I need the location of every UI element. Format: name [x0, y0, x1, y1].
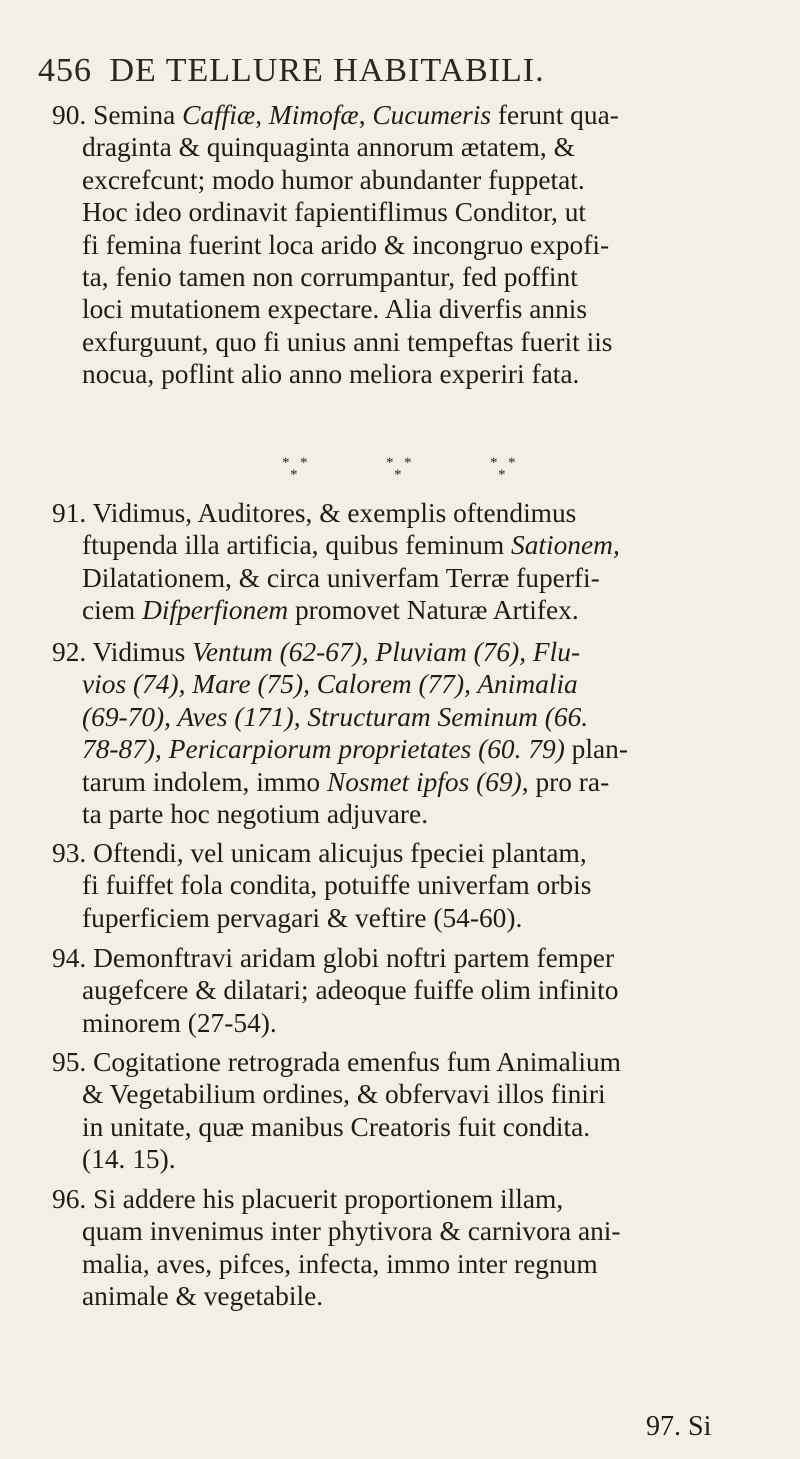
text-line: 94. Demonftravi aridam globi noftri partem femper	[52, 943, 615, 973]
text-line: ftupenda illa artificia, quibus feminum Sationem,	[82, 530, 620, 561]
text-line: quam invenimus inter phytivora & carnivora ani-	[82, 1216, 621, 1247]
text-line: augefcere & dilatari; adeoque fuiffe olim infinito	[82, 975, 619, 1006]
text-line: & Vegetabilium ordines, & obfervavi illos finiri	[82, 1079, 606, 1110]
text-line: 91. Vidimus, Auditores, & exemplis oftendimus	[52, 498, 577, 528]
italic-term: Caffiæ	[182, 100, 256, 130]
asterisk-ornament: *	[300, 455, 308, 471]
text-line: tarum indolem, immo Nosmet ipfos (69), pro ra-	[82, 766, 610, 797]
text-line: excrefcunt; modo humor abundanter fuppetat.	[82, 164, 585, 195]
paragraph-90	[52, 99, 764, 391]
italic-term: vios (74), Mare (75), Calorem (77), Animalia	[82, 669, 578, 700]
asterisk-ornament: *	[290, 467, 298, 483]
text-line: in unitate, quæ manibus Creatoris fuit condita.	[82, 1111, 591, 1142]
text-line: minorem (27-54).	[82, 1007, 277, 1038]
paragraph-number: 94.	[52, 943, 94, 973]
paragraph-number: 91.	[52, 498, 93, 528]
text-line	[52, 668, 764, 700]
paragraph-93	[52, 837, 764, 934]
paragraph-number: 93.	[52, 838, 94, 868]
italic-term: Mimofæ	[268, 100, 359, 130]
italic-term: Difperfionem	[142, 595, 289, 626]
text-line: Dilatationem, & circa univerfam Terræ fuperfi-	[82, 562, 600, 593]
italic-term: Cucumeris	[372, 100, 492, 130]
text-line: 90. Semina Caffiæ, Mimofæ, Cucumeris ferunt qua-	[52, 100, 619, 130]
paragraph-number: 90.	[52, 100, 94, 130]
asterisk-ornament: *	[282, 455, 290, 471]
asterisk-ornament: *	[404, 455, 412, 471]
text-line: (14. 15).	[82, 1144, 176, 1175]
text-line: animale & vegetabile.	[82, 1281, 324, 1312]
text-line: fuperficiem pervagari & veftire (54-60).	[82, 902, 523, 933]
text-line: malia, aves, pifces, infecta, immo inter regnum	[82, 1248, 598, 1279]
text-line: ta parte hoc negotium adjuvare.	[82, 799, 429, 830]
text-line: Hoc ideo ordinavit fapientiflimus Conditor, ut	[82, 197, 587, 228]
paragraph-number: 95.	[52, 1047, 94, 1077]
text-line: ciem Difperfionem promovet Naturæ Artifex.	[82, 595, 579, 626]
running-title: DE TELLURE HABITABILI.	[109, 52, 545, 89]
paragraph-number: 96.	[52, 1184, 94, 1214]
paragraph-94	[52, 942, 764, 1039]
text-line: 78-87), Pericarpiorum proprietates (60. 79) plan-	[82, 734, 628, 765]
asterisk-ornament: *	[490, 455, 498, 471]
paragraph-number: 92.	[52, 637, 93, 667]
paragraph-96	[52, 1183, 764, 1313]
text-line: 92. Vidimus Ventum (62-67), Pluviam (76), Flu-	[52, 637, 581, 667]
italic-term: Sationem,	[511, 530, 620, 561]
running-header	[38, 52, 758, 90]
text-line: exfurguunt, quo fi unius anni tempeftas fuerit iis	[82, 326, 613, 357]
text-line: 93. Oftendi, vel unicam alicujus fpeciei plantam,	[52, 838, 587, 868]
italic-term: Ventum (62-67), Pluviam (76), Flu-	[192, 637, 581, 667]
page-number: 456	[38, 52, 92, 89]
text-line: fi femina fuerint loca arido & incongruo expofi-	[82, 229, 610, 260]
text-line: ta, fenio tamen non corrumpantur, fed poffint	[82, 262, 578, 293]
asterisk-ornament: *	[508, 455, 516, 471]
paragraph-95	[52, 1046, 764, 1176]
italic-term: 78-87), Pericarpiorum proprietates (60. 79)	[82, 734, 565, 765]
asterisk-ornament: *	[394, 467, 402, 483]
text-line: 96. Si addere his placuerit proportionem illam,	[52, 1184, 564, 1214]
text-line	[52, 701, 764, 733]
text-line: 95. Cogitatione retrograda emenfus fum Animalium	[52, 1047, 621, 1077]
asterisk-ornament: *	[498, 467, 506, 483]
text-line: nocua, poflint alio anno meliora experiri fata.	[82, 359, 580, 390]
ornament-asterisks	[0, 455, 800, 495]
asterisk-ornament: *	[386, 455, 394, 471]
text-line: loci mutationem expectare. Alia diverfis annis	[82, 294, 588, 325]
italic-term: Nosmet ipfos (69),	[326, 766, 529, 797]
italic-term: (69-70), Aves (171), Structuram Seminum (66.	[82, 701, 589, 732]
paragraph-92	[52, 636, 764, 830]
text-line: draginta & quinquaginta annorum ætatem, &	[82, 132, 575, 163]
paragraph-91	[52, 497, 764, 627]
text-line: fi fuiffet fola condita, potuiffe univerfam orbis	[82, 870, 592, 901]
catchword: 97. Si	[646, 1411, 712, 1442]
